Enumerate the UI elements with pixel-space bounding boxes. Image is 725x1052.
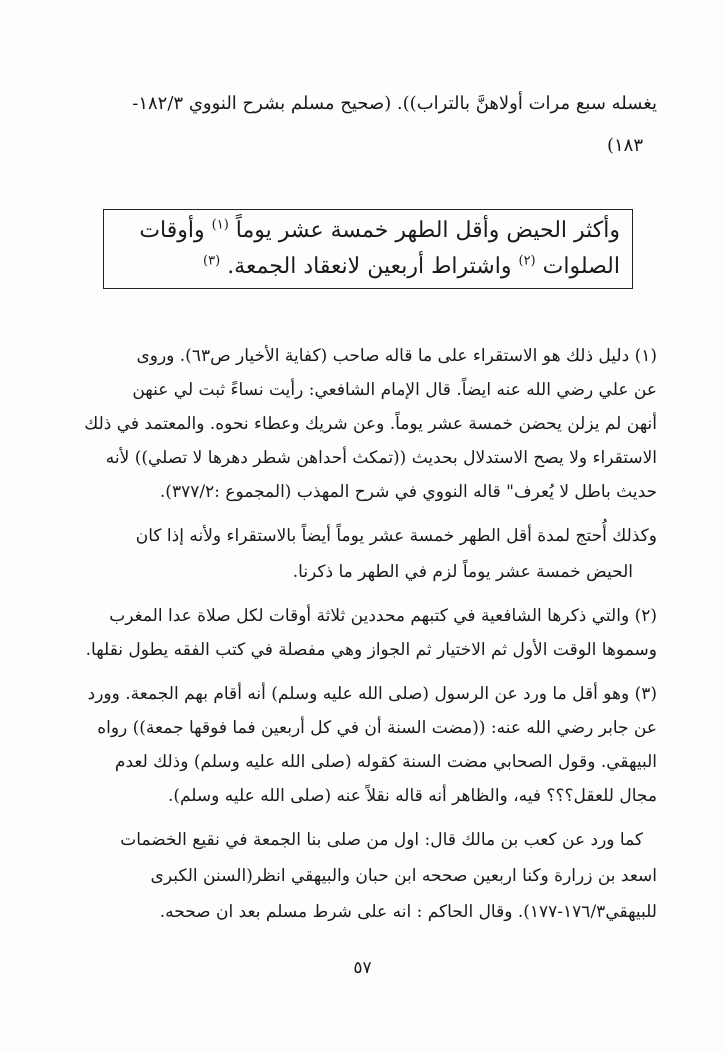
- boxed-line-1-main: وأكثر الحيض وأقل الطهر خمسة عشر يوماً: [235, 218, 620, 243]
- boxed-line-1-tail: وأوقات: [139, 218, 205, 243]
- top-text-line-2: ١٨٣): [606, 135, 643, 156]
- footnote-3-line-7: للبيهقي١٧٦/٣-١٧٧). وقال الحاكم : انه على شرط مسلم بعد ان صححه.: [159, 902, 657, 922]
- footnote-3-line-2: عن جابر رضي الله عنه: ((مضت السنة أن في كل أربعين فما فوقها جمعة)) رواه: [97, 718, 657, 738]
- footnote-2-line-2: وسموها الوقت الأول ثم الاختيار ثم الجواز وهي مفصلة في كتب الفقه يطول نقلها.: [85, 640, 657, 660]
- boxed-main-text: [103, 209, 633, 289]
- page-number: ٥٧: [353, 958, 372, 978]
- footnote-1-line-7: الحيض خمسة عشر يوماً لزم في الطهر ما ذكرنا.: [292, 562, 633, 582]
- footnote-3-line-1: (٣) وهو أقل ما ورد عن الرسول (صلى الله عليه وسلم) أنه أقام بهم الجمعة. وورد: [87, 684, 657, 704]
- footnote-1-line-3: أنهن لم يزلن يحضن خمسة عشر يوماً. وعن شريك وعطاء نحوه. والمعتمد في ذلك: [84, 414, 657, 434]
- boxed-line-2: [203, 252, 620, 282]
- footnote-3-line-5: كما ورد عن كعب بن مالك قال: اول من صلى بنا الجمعة في نقيع الخضمات: [120, 830, 643, 850]
- top-text-line-1: يغسله سبع مرات أولاهنَّ بالتراب)). (صحيح مسلم بشرح النووي ١٨٢/٣-: [132, 93, 657, 114]
- footnote-1-line-1: (١) دليل ذلك هو الاستقراء على ما قاله صاحب (كفاية الأخيار ص٦٣). وروى: [136, 346, 657, 366]
- footnote-1-line-5: حديث باطل لا يُعرف" قاله النووي في شرح المهذب (المجموع :٣٧٧/٢).: [159, 482, 657, 502]
- footnote-1-line-6: وكذلك أُحتج لمدة أقل الطهر خمسة عشر يوماً أيضاً بالاستقراء ولأنه إذا كان: [135, 526, 657, 546]
- footnote-1-line-4: الاستقراء ولا يصح الاستدلال بحديث ((تمكث أحداهن شطر دهرها لا تصلي)) لأنه: [105, 448, 657, 468]
- boxed-line-2-mid: واشتراط أربعين لانعقاد الجمعة.: [227, 254, 512, 279]
- footnote-3-line-3: البيهقي. وقول الصحابي مضت السنة كقوله (صلى الله عليه وسلم) وذلك لعدم: [114, 752, 657, 772]
- boxed-line-2-start: الصلوات: [542, 254, 620, 279]
- footnote-2-line-1: (٢) والتي ذكرها الشافعية في كتبهم محددين ثلاثة أوقات لكل صلاة عدا المغرب: [109, 606, 657, 626]
- footnote-ref-2: (٢): [518, 253, 536, 269]
- footnote-3-line-6: اسعد بن زرارة وكنا اربعين صححه ابن حبان والبيهقي انظر(السنن الكبرى: [150, 866, 657, 886]
- footnote-ref-1: (١): [211, 217, 229, 233]
- footnote-1-line-2: عن علي رضي الله عنه ايضاً. قال الإمام الشافعي: رأيت نساءً ثبت لي عنهن: [132, 380, 657, 400]
- footnote-ref-3: (٣): [203, 253, 221, 269]
- footnote-3-line-4: مجال للعقل؟؟؟ فيه، والظاهر أنه قاله نقلاً عنه (صلى الله عليه وسلم).: [167, 786, 657, 806]
- boxed-line-1: [139, 216, 620, 246]
